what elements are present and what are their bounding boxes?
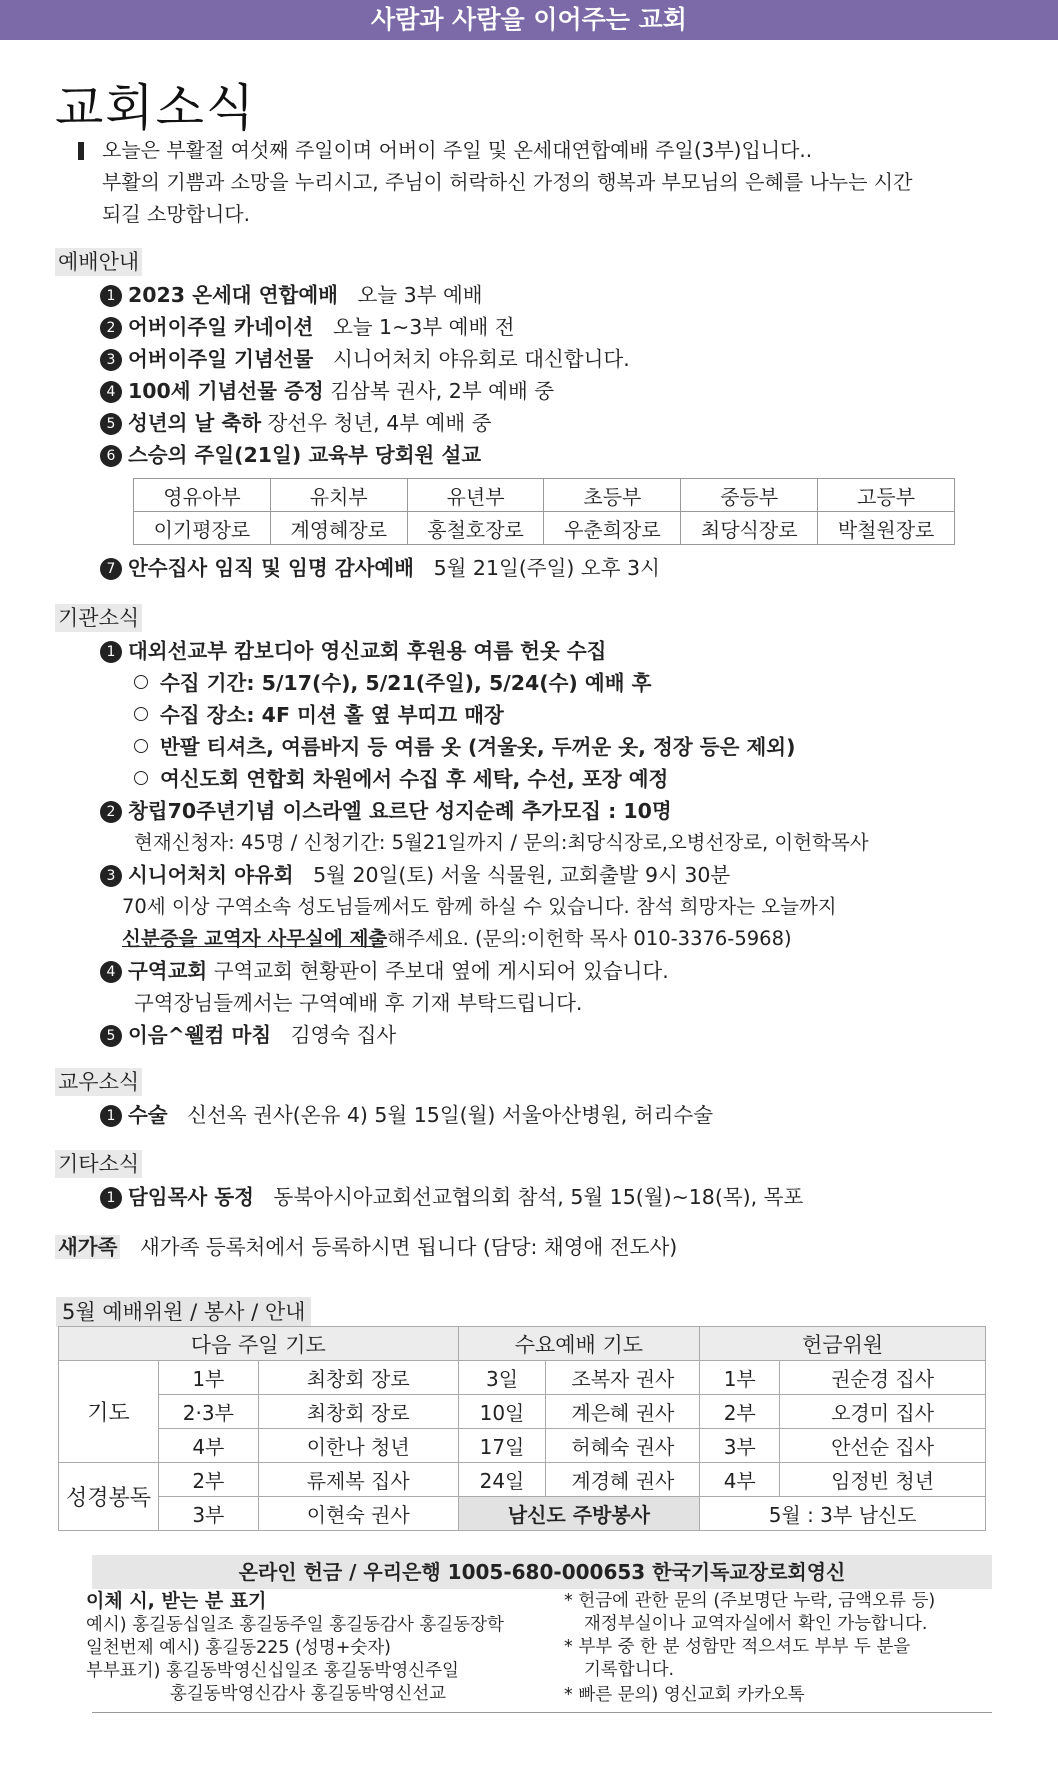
- page-banner: 사람과 사람을 이어주는 교회: [0, 0, 1058, 40]
- org-item-4: 4 구역교회 구역교회 현황판이 주보대 옆에 게시되어 있습니다.: [100, 956, 669, 986]
- table-row: 기도 1부 최창회 장로 3일 조복자 권사 1부 권순경 집사: [59, 1361, 986, 1395]
- number-badge: 1: [100, 1105, 122, 1127]
- number-badge: 2: [100, 801, 122, 823]
- offering-note-3: * 부부 중 한 분 성함만 적으셔도 부부 두 분을: [564, 1637, 911, 1657]
- bullet-circle-icon: [134, 739, 148, 753]
- number-badge: 5: [100, 1025, 122, 1047]
- worship-item-7: 7 안수집사 임직 및 임명 감사예배 5월 21일(주일) 오후 3시: [100, 553, 660, 583]
- table-row: 다음 주일 기도 수요예배 기도 헌금위원: [59, 1327, 986, 1361]
- section-heading-members: 교우소식: [55, 1068, 142, 1096]
- number-badge: 2: [100, 317, 122, 339]
- number-badge: 3: [100, 349, 122, 371]
- transfer-example-2: 일천번제 예시) 홍길동225 (성명+숫자): [86, 1638, 391, 1658]
- table-row: 3부 이현숙 권사 남신도 주방봉사 5월 : 3부 남신도: [59, 1497, 986, 1531]
- prayer-label: 기도: [59, 1361, 159, 1463]
- offering-note-2: 재정부실이나 교역자실에서 확인 가능합니다.: [584, 1614, 928, 1634]
- section-heading-other: 기타소식: [55, 1150, 142, 1178]
- offering-note-4: 기록합니다.: [584, 1660, 675, 1680]
- worship-item-1: 1 2023 온세대 연합예배 오늘 3부 예배: [100, 280, 483, 310]
- number-badge: 6: [100, 445, 122, 467]
- newfamily-line: 새가족 새가족 등록처에서 등록하시면 됩니다 (담당: 채영애 전도사): [55, 1232, 677, 1262]
- bullet-circle-icon: [134, 707, 148, 721]
- org-item-3-sub-2: 신분증을 교역자 사무실에 제출해주세요. (문의:이헌학 목사 010-3376-5968): [122, 927, 792, 950]
- duty-heading: 5월 예배위원 / 봉사 / 안내: [56, 1297, 311, 1327]
- worship-item-3: 3 어버이주일 기념선물 시니어처치 야유회로 대신합니다.: [100, 344, 630, 374]
- duty-table: [58, 1326, 986, 1531]
- transfer-example-4: 홍길동박영신감사 홍길동박영신선교: [170, 1684, 447, 1704]
- org-item-1-sub-3: 반팔 티셔츠, 여름바지 등 여름 옷 (겨울옷, 두꺼운 옷, 정장 등은 제외): [134, 732, 795, 762]
- number-badge: 4: [100, 961, 122, 983]
- org-item-5: 5 이음^웰컴 마침 김영숙 집사: [100, 1020, 396, 1050]
- org-item-3: 3 시니어처치 야유회 5월 20일(토) 서울 식물원, 교회출발 9시 30분: [100, 860, 730, 890]
- table-row: 영유아부 유치부 유년부 초등부 중등부 고등부: [134, 479, 955, 512]
- transfer-title: 이체 시, 받는 분 표기: [86, 1590, 267, 1612]
- page-title: 교회소식: [55, 79, 257, 137]
- table-row: 성경봉독 2부 류제복 집사 24일 계경혜 권사 4부 임정빈 청년: [59, 1463, 986, 1497]
- bullet-circle-icon: [134, 675, 148, 689]
- worship-item-4: 4 100세 기념선물 증정 김삼복 권사, 2부 예배 중: [100, 376, 554, 406]
- number-badge: 1: [100, 641, 122, 663]
- section-heading-org: 기관소식: [55, 604, 142, 632]
- org-item-2: 2 창립70주년기념 이스라엘 요르단 성지순례 추가모집 : 10명: [100, 796, 672, 826]
- offering-note-5: * 빠른 문의) 영신교회 카카오톡: [564, 1685, 805, 1705]
- org-item-2-sub: 현재신청자: 45명 / 신청기간: 5월21일까지 / 문의:최당식장로,오병선장로, 이헌학목사: [134, 831, 869, 854]
- number-badge: 5: [100, 413, 122, 435]
- intro-line-1: 오늘은 부활절 여섯째 주일이며 어버이 주일 및 온세대연합예배 주일(3부)입니다..: [102, 138, 813, 162]
- section-heading-newfamily: 새가족: [55, 1235, 120, 1259]
- online-offering-banner: 온라인 헌금 / 우리은행 1005-680-000653 한국기독교장로회영신: [92, 1555, 992, 1589]
- worship-item-2: 2 어버이주일 카네이션 오늘 1~3부 예배 전: [100, 312, 515, 342]
- department-table: [133, 478, 955, 545]
- bottom-divider: [92, 1712, 992, 1713]
- table-row: 이기평장로 계영혜장로 홍철호장로 우춘희장로 최당식장로 박철원장로: [134, 512, 955, 545]
- kitchen-service: 남신도 주방봉사: [458, 1497, 700, 1531]
- number-badge: 4: [100, 381, 122, 403]
- number-badge: 7: [100, 558, 122, 580]
- intro-line-3: 되길 소망합니다.: [102, 202, 250, 226]
- number-badge: 1: [100, 285, 122, 307]
- org-item-1-sub-1: 수집 기간: 5/17(수), 5/21(주일), 5/24(수) 예배 후: [134, 668, 651, 698]
- org-item-1-sub-2: 수집 장소: 4F 미션 홀 옆 부띠끄 매장: [134, 700, 504, 730]
- offering-note-1: * 헌금에 관한 문의 (주보명단 누락, 금액오류 등): [564, 1591, 936, 1611]
- transfer-example-3: 부부표기) 홍길동박영신십일조 홍길동박영신주일: [86, 1661, 459, 1681]
- intro-block: [78, 134, 1018, 230]
- bible-reading-label: 성경봉독: [59, 1463, 159, 1531]
- bullet-circle-icon: [134, 771, 148, 785]
- other-item-1: 1 담임목사 동정 동북아시아교회선교협의회 참석, 5월 15(월)~18(목), 목포: [100, 1182, 803, 1212]
- number-badge: 1: [100, 1187, 122, 1209]
- worship-item-6: 6 스승의 주일(21일) 교육부 당회원 설교: [100, 440, 481, 470]
- table-row: 2·3부 최창회 장로 10일 계은혜 권사 2부 오경미 집사: [59, 1395, 986, 1429]
- org-item-4-sub: 구역장님들께서는 구역예배 후 기재 부탁드립니다.: [134, 991, 583, 1015]
- intro-line-2: 부활의 기쁨과 소망을 누리시고, 주님이 허락하신 가정의 행복과 부모님의 은혜를 나누는 시간: [102, 170, 913, 194]
- members-item-1: 1 수술 신선옥 권사(온유 4) 5월 15일(월) 서울아산병원, 허리수술: [100, 1100, 713, 1130]
- org-item-1-sub-4: 여신도회 연합회 차원에서 수집 후 세탁, 수선, 포장 예정: [134, 764, 668, 794]
- transfer-example-1: 예시) 홍길동십일조 홍길동주일 홍길동감사 홍길동장학: [86, 1615, 504, 1635]
- section-heading-worship: 예배안내: [55, 248, 142, 276]
- org-item-3-sub-1: 70세 이상 구역소속 성도님들께서도 함께 하실 수 있습니다. 참석 희망자는 오늘까지: [122, 895, 837, 918]
- worship-item-5: 5 성년의 날 축하 장선우 청년, 4부 예배 중: [100, 408, 491, 438]
- intro-bar-marker: [78, 142, 84, 160]
- org-item-1: 1 대외선교부 캄보디아 영신교회 후원용 여름 헌옷 수집: [100, 636, 607, 666]
- number-badge: 3: [100, 865, 122, 887]
- table-row: 4부 이한나 청년 17일 허혜숙 권사 3부 안선순 집사: [59, 1429, 986, 1463]
